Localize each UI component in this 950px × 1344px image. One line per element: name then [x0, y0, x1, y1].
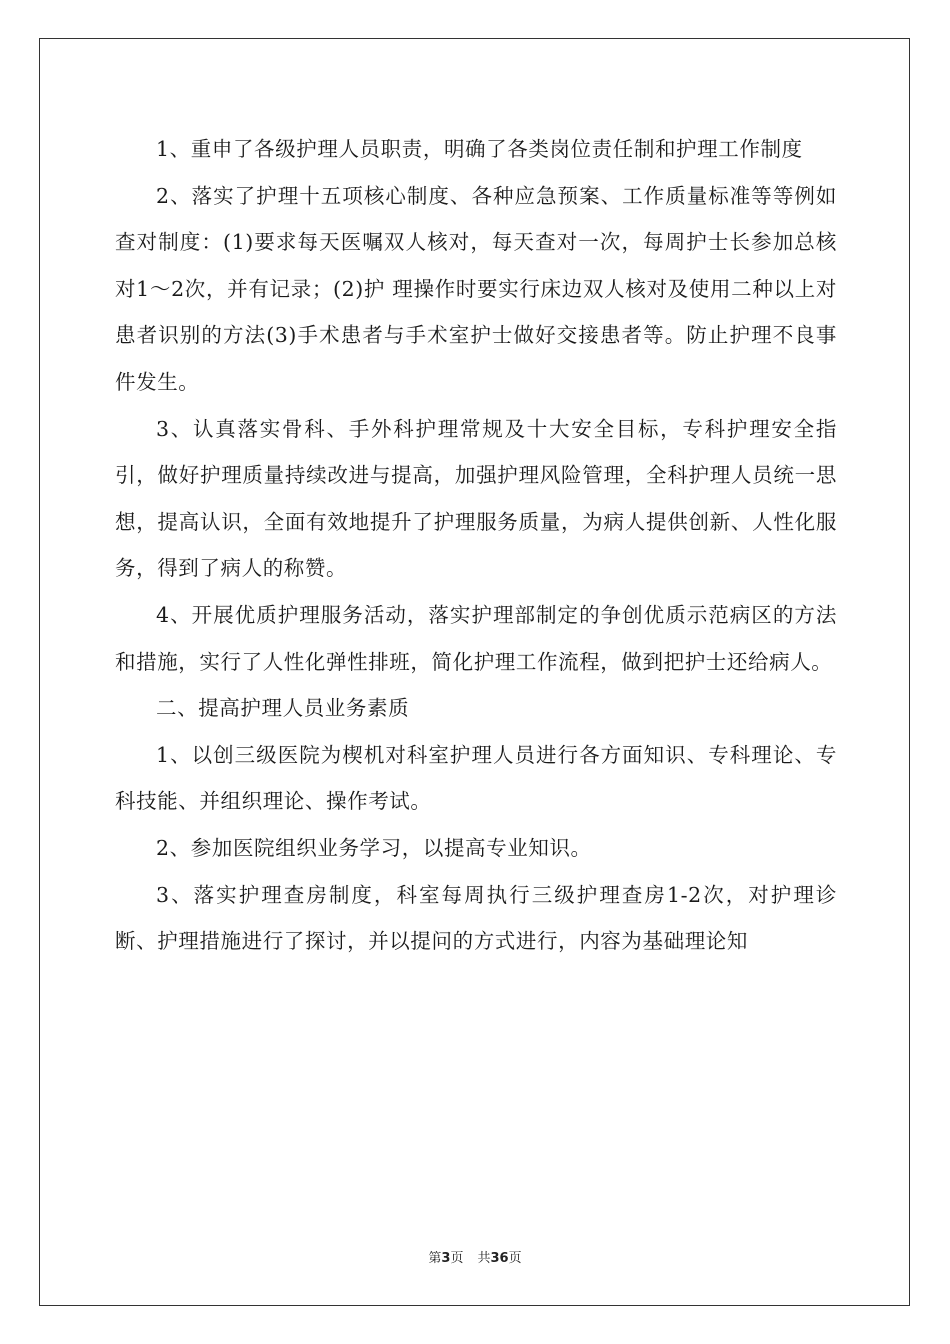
paragraph: 1、重申了各级护理人员职责，明确了各类岗位责任制和护理工作制度 [156, 137, 803, 161]
page-footer [0, 1247, 950, 1266]
page-current: 3 [441, 1251, 451, 1266]
paragraph: 2、参加医院组织业务学习，以提高专业知识。 [156, 835, 592, 860]
paragraph: 2、落实了护理十五项核心制度、各种应急预案、工作质量标准等等例如查对制度：(1)要求每天医嘱双人核对，每天查对一次，每周护士长参加总核对1～2次，并有记录；(2)护 理操作时要实行床边双人核对及使用二种以上对患者识别的方法(3)手术患者与手术室护士做好交接患者等。防止护理不良事件发生。 [115, 183, 837, 394]
document-body [115, 126, 837, 965]
total-suffix: 页 [508, 1251, 522, 1266]
page-total: 36 [490, 1251, 509, 1266]
section-heading: 二、提高护理人员业务素质 [156, 696, 410, 721]
page-prefix: 第 [428, 1251, 442, 1266]
paragraph: 3、认真落实骨科、手外科护理常规及十大安全目标，专科护理安全指引，做好护理质量持续改进与提高，加强护理风险管理，全科护理人员统一思想，提高认识，全面有效地提升了护理服务质量，为病人提供创新、人性化服务，得到了病人的称赞。 [115, 416, 837, 581]
paragraph: 4、开展优质护理服务活动，落实护理部制定的争创优质示范病区的方法和措施，实行了人性化弹性排班，简化护理工作流程，做到把护士还给病人。 [115, 602, 837, 674]
page-suffix: 页 [450, 1251, 464, 1266]
paragraph: 1、以创三级医院为楔机对科室护理人员进行各方面知识、专科理论、专科技能、并组织理论、操作考试。 [115, 742, 837, 814]
total-prefix: 共 [477, 1251, 491, 1266]
paragraph: 3、落实护理查房制度，科室每周执行三级护理查房1-2次，对护理诊断、护理措施进行了探讨，并以提问的方式进行，内容为基础理论知 [115, 882, 837, 954]
